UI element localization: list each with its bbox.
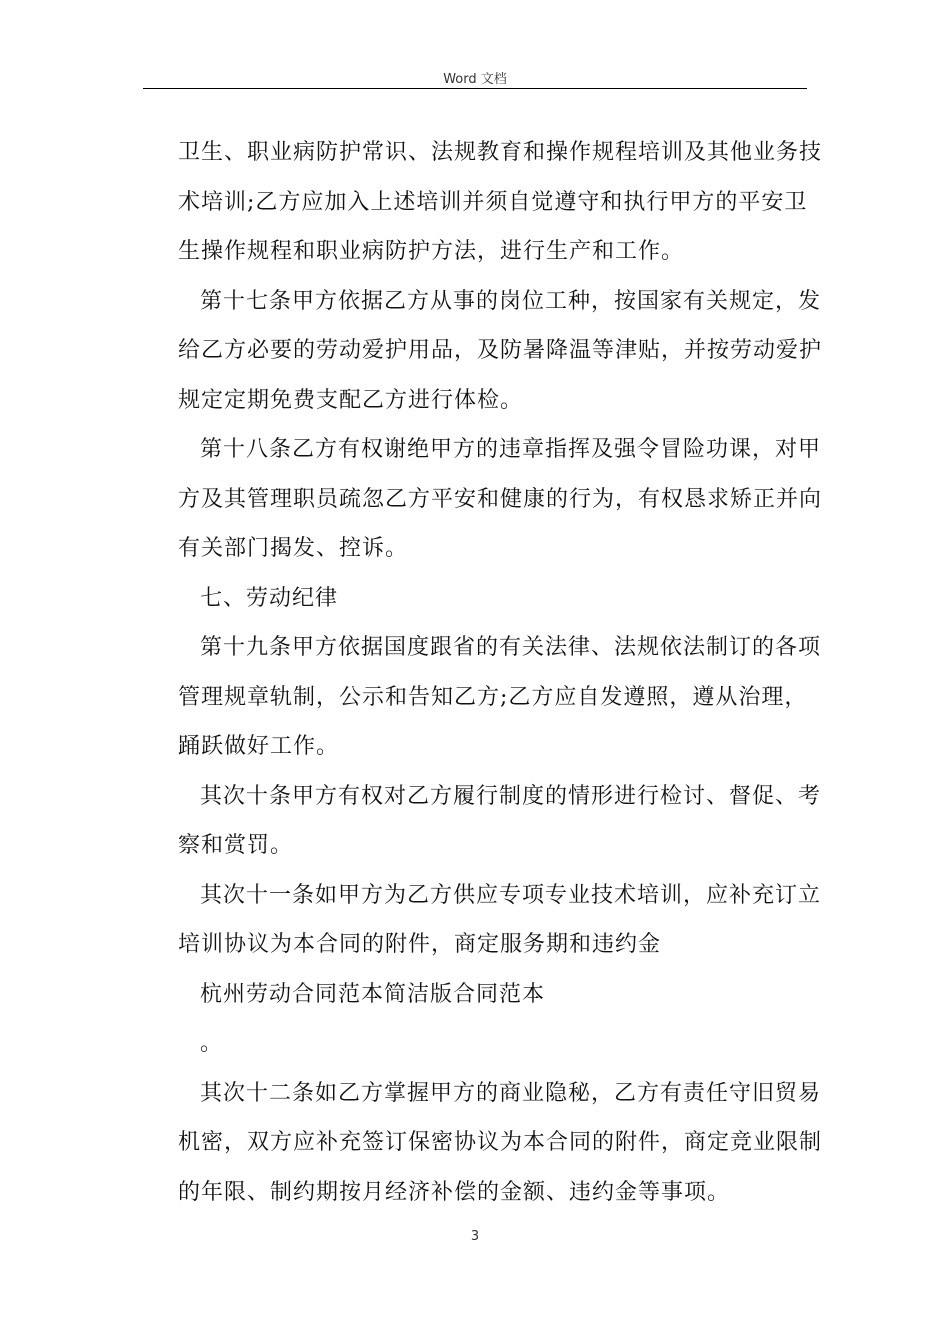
text-line: 卫生、职业病防护常识、法规教育和操作规程培训及其他业务技 xyxy=(178,140,823,165)
text-line: 其次十条甲方有权对乙方履行制度的情形进行检讨、督促、考 xyxy=(200,783,822,809)
text-line: 察和赏罚。 xyxy=(178,833,294,858)
text-line: 第十七条甲方依据乙方从事的岗位工种，按国家有关规定，发 xyxy=(200,288,822,314)
paragraph-article-21 xyxy=(178,871,822,970)
text-line: 机密，双方应补充签订保密协议为本合同的附件，商定竞业限制 xyxy=(178,1130,823,1155)
header-divider xyxy=(143,88,807,89)
text-line: 第十八条乙方有权谢绝甲方的违章指挥及强令冒险功课，对甲 xyxy=(200,437,822,462)
text-line: 方及其管理职员疏忽乙方平安和健康的行为，有权恳求矫正并向 xyxy=(178,486,823,512)
text-line: 规定定期免费支配乙方进行体检。 xyxy=(178,387,524,413)
text-line: 给乙方必要的劳动爱护用品，及防暑降温等津贴，并按劳动爱护 xyxy=(178,338,823,363)
text-line: 踊跃做好工作。 xyxy=(178,734,340,759)
text-line: 培训协议为本合同的附件，商定服务期和违约金 xyxy=(178,932,662,957)
text-line: 第十九条甲方依据国度跟省的有关法律、法规依法制订的各项 xyxy=(200,635,822,660)
document-body xyxy=(178,128,823,1217)
paragraph-article-17 xyxy=(178,277,823,426)
text-line: 的年限、制约期按月经济补偿的金额、违约金等事项。 xyxy=(178,1179,731,1205)
paragraph-training-continuation xyxy=(178,128,823,277)
section-heading-labor-discipline xyxy=(178,574,818,624)
text-line: 其次十二条如乙方掌握甲方的商业隐秘，乙方有责任守旧贸易 xyxy=(200,1080,822,1106)
text-line: 其次十一条如甲方为乙方供应专项专业技术培训，应补充订立 xyxy=(200,882,822,908)
paragraph-article-20 xyxy=(178,772,822,871)
text-line: 有关部门揭发、控诉。 xyxy=(178,536,409,561)
page-header-title: Word 文档 xyxy=(443,72,507,87)
text-line: 术培训;乙方应加入上述培训并须自觉遵守和执行甲方的平安卫 xyxy=(178,189,808,215)
text-line: 杭州劳动合同范本简洁版合同范本 xyxy=(200,981,546,1007)
text-line: 生操作规程和职业病防护方法，进行生产和工作。 xyxy=(178,239,685,264)
text-line: 管理规章轨制，公示和告知乙方;乙方应自发遵照，遵从治理， xyxy=(178,684,808,710)
text-line: 七、劳动纪律 xyxy=(200,585,339,611)
paragraph-article-18 xyxy=(178,425,823,574)
paragraph-article-22 xyxy=(178,1069,823,1218)
isolated-period xyxy=(178,1019,818,1069)
inserted-document-title xyxy=(178,970,818,1020)
text-line: 。 xyxy=(200,1031,224,1056)
page-number: 3 xyxy=(470,1229,480,1244)
paragraph-article-19 xyxy=(178,623,822,772)
